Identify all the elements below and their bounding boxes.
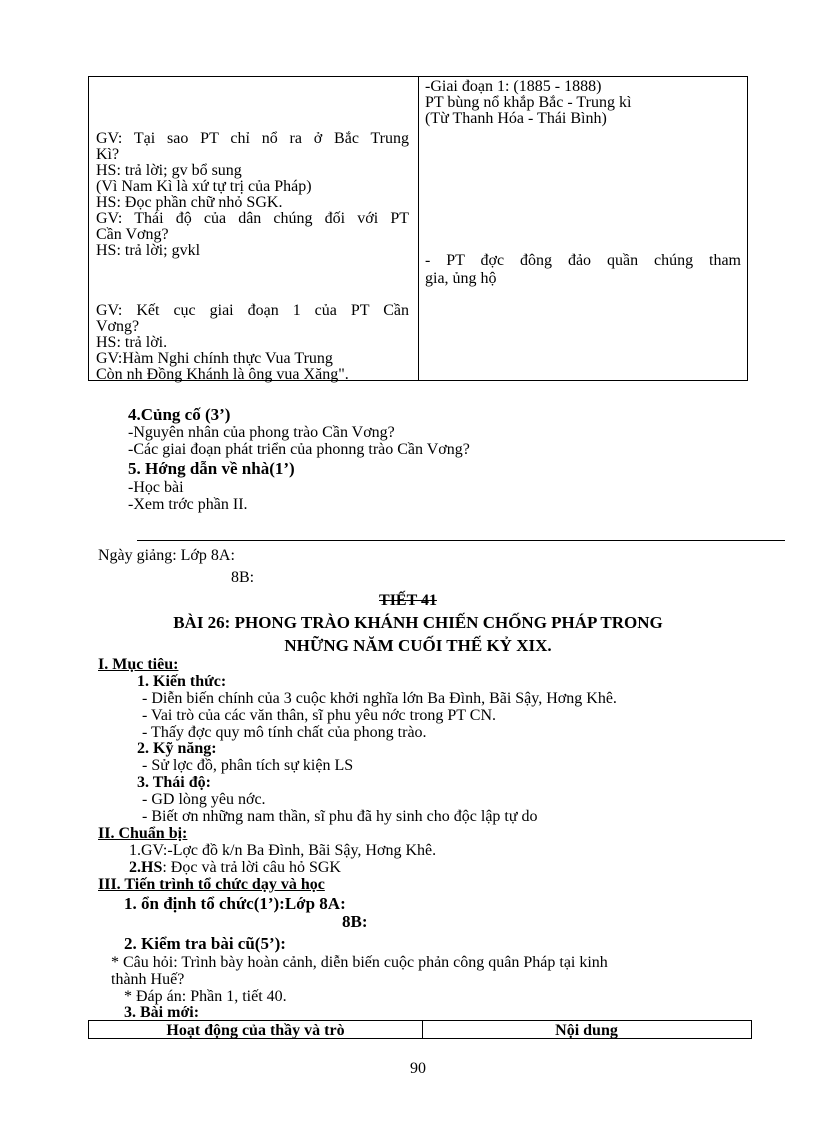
preparation-student-text: : Đọc và trả lời câu hỏ SGK <box>162 859 341 876</box>
knowledge-item: - Diễn biến chính của 3 cuộc khởi nghĩa lớn Ba Đình, Bãi Sậy, Hơng Khê. <box>142 690 617 707</box>
answer-line: * Đáp án: Phần 1, tiết 40. <box>124 988 287 1005</box>
question-line: * Câu hỏi: Trình bày hoàn cảnh, diễn biến cuộc phản công quân Pháp tại kinh <box>111 954 608 971</box>
table-text-line: GV: Tại sao PT chỉ nổ ra ở Bắc Trung <box>96 131 409 147</box>
header-content: Nội dung <box>555 1022 618 1039</box>
attitude-heading: 3. Thái độ: <box>137 774 211 791</box>
knowledge-item: - Vai trò của các văn thân, sĩ phu yêu nớc trong PT CN. <box>142 707 497 724</box>
table-right-cell-lower <box>425 251 741 287</box>
table-left-cell-lower <box>96 303 409 383</box>
table-text-line: GV: Thái độ của dân chúng đối với PT <box>96 210 409 227</box>
table-text-line: HS: trả lời; gvkl <box>96 242 201 259</box>
table-text-line: gia, ủng hộ <box>425 270 497 287</box>
table-text-line: Vơng? <box>96 318 140 335</box>
table-text-line: HS: trả lời; gv bổ sung <box>96 162 242 179</box>
header-teacher-student-activity: Hoạt động của thầy và trò <box>166 1022 345 1039</box>
table-text-line: HS: Đọc phần chữ nhỏ SGK. <box>96 194 283 211</box>
lesson-title-line-1: BÀI 26: PHONG TRÀO KHÁNH CHIẾN CHỐNG PHÁP TRONG <box>173 613 663 632</box>
skills-heading: 2. Kỹ năng: <box>137 740 217 757</box>
top-table <box>88 76 748 381</box>
table-text-line: - PT đợc đông đảo quần chúng tham <box>425 252 741 269</box>
consolidation-heading: 4.Củng cố (3’) <box>128 405 231 424</box>
preparation-teacher <box>129 843 436 859</box>
preparation-student <box>129 860 341 876</box>
procedure-heading: III. Tiến trình tổ chức dạy và học <box>98 876 325 893</box>
preparation-student-label: 2.HS <box>129 859 163 876</box>
homework-item: -Học bài <box>128 479 184 496</box>
skills-item: - Sử lợc đồ, phân tích sự kiện LS <box>142 757 354 774</box>
homework-item: -Xem trớc phần II. <box>128 496 248 513</box>
table-left-cell-upper <box>96 131 409 259</box>
teaching-date-label: Ngày giảng: Lớp 8A: <box>98 547 235 564</box>
activity-table-header <box>88 1020 752 1039</box>
attitude-item: - GD lòng yêu nớc. <box>142 791 266 808</box>
teaching-date-class-8b: 8B: <box>231 569 255 586</box>
table-text-line: -Giai đoạn 1: (1885 - 1888) <box>425 79 602 95</box>
table-text-line: GV:Hàm Nghi chính thực Vua Trung <box>96 350 333 367</box>
table-text-line: Còn nh Đồng Khánh là ông vua Xăng". <box>96 366 349 383</box>
table-text-line: Kì? <box>96 146 120 163</box>
question-line: thành Huế? <box>111 971 185 988</box>
lesson-period: TIẾT 41 <box>379 592 437 609</box>
procedure-step-1-class-8b: 8B: <box>342 912 368 931</box>
consolidation-item: -Các giai đoạn phát triển của phonng trào Cần Vơng? <box>128 441 470 458</box>
table-column-divider <box>418 77 419 380</box>
table-text-line: Cần Vơng? <box>96 226 169 243</box>
section-separator <box>137 540 785 541</box>
attitude-item: - Biết ơn những nam thần, sĩ phu đã hy sinh cho độc lập tự do <box>142 808 538 825</box>
procedure-step-1: 1. ổn định tổ chức(1’):Lớp 8A: <box>124 894 346 913</box>
lesson-title-line-2: NHỮNG NĂM CUỐI THẾ KỶ XIX. <box>284 636 552 655</box>
table-text-line: (Vì Nam Kì là xứ tự trị của Pháp) <box>96 178 312 195</box>
table-text-line: (Từ Thanh Hóa - Thái Bình) <box>425 110 607 127</box>
table-text-line: GV: Kết cục giai đoạn 1 của PT Cần <box>96 303 409 319</box>
objectives-heading: I. Mục tiêu: <box>98 656 179 673</box>
procedure-step-2: 2. Kiểm tra bài cũ(5’): <box>124 934 286 953</box>
consolidation-item: -Nguyên nhân của phong trào Cần Vơng? <box>128 424 395 441</box>
preparation-heading: II. Chuẩn bị: <box>98 825 188 842</box>
table-text-line: HS: trả lời. <box>96 334 168 351</box>
knowledge-heading: 1. Kiến thức: <box>137 673 227 690</box>
homework-heading: 5. Hớng dẫn về nhà(1’) <box>128 459 295 478</box>
preparation-teacher-text: 1.GV:-Lợc đồ k/n Ba Đình, Bãi Sậy, Hơng Khê. <box>129 842 437 859</box>
procedure-step-3: 3. Bài mới: <box>124 1004 200 1021</box>
knowledge-item: - Thấy đợc quy mô tính chất của phong trào. <box>142 724 427 741</box>
page-number: 90 <box>410 1060 426 1077</box>
table-text-line: PT bùng nổ khắp Bắc - Trung kì <box>425 94 632 111</box>
table-right-cell-upper <box>425 79 741 127</box>
